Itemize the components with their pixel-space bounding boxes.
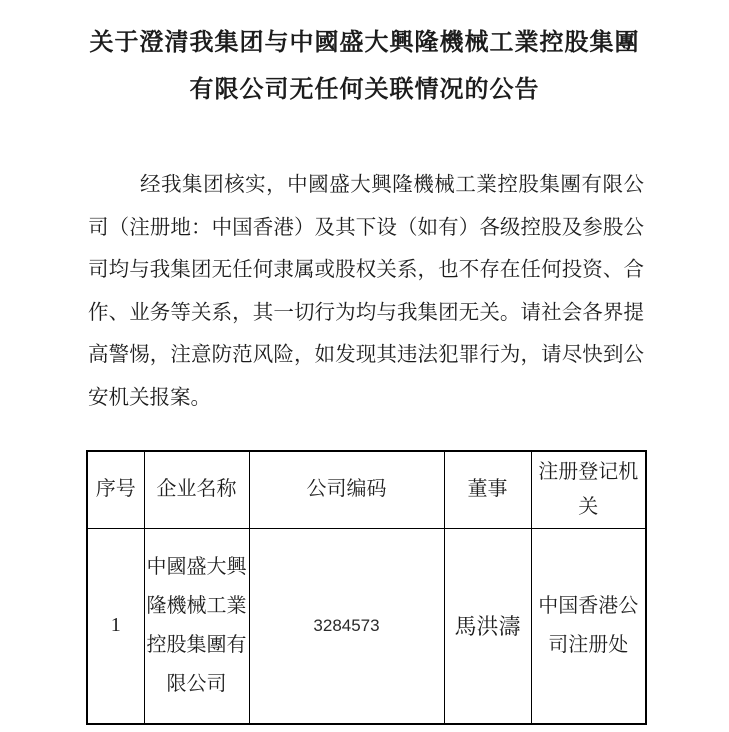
header-director: 董事 <box>444 451 531 528</box>
companies-table <box>86 450 647 725</box>
title-line-1: 关于澄清我集团与中國盛大興隆機械工業控股集團 <box>89 30 640 56</box>
cell-company-code: 3284573 <box>249 528 444 724</box>
table-header-row <box>87 451 646 528</box>
cell-director: 馬洪濤 <box>444 528 531 724</box>
cell-company-name: 中國盛大興隆機械工業控股集團有限公司 <box>144 528 249 724</box>
header-serial-number: 序号 <box>87 451 144 528</box>
header-registry-authority: 注册登记机关 <box>531 451 646 528</box>
header-company-name: 企业名称 <box>144 451 249 528</box>
title-line-2: 有限公司无任何关联情况的公告 <box>189 77 540 103</box>
table-row <box>87 528 646 724</box>
cell-serial-number: 1 <box>87 528 144 724</box>
header-company-code: 公司编码 <box>249 451 444 528</box>
cell-registry-authority: 中国香港公司注册处 <box>531 528 646 724</box>
body-paragraph: 经我集团核实，中國盛大興隆機械工業控股集團有限公司（注册地：中国香港）及其下设（如有）各级控股及参股公司均与我集团无任何隶属或股权关系，也不存在任何投资、合作、业务等关系，其一切行为均与我集团无关。请社会各界提高警惕，注意防范风险，如发现其违法犯罪行为，请尽快到公安机关报案。 <box>88 174 644 409</box>
document-title <box>55 20 675 114</box>
